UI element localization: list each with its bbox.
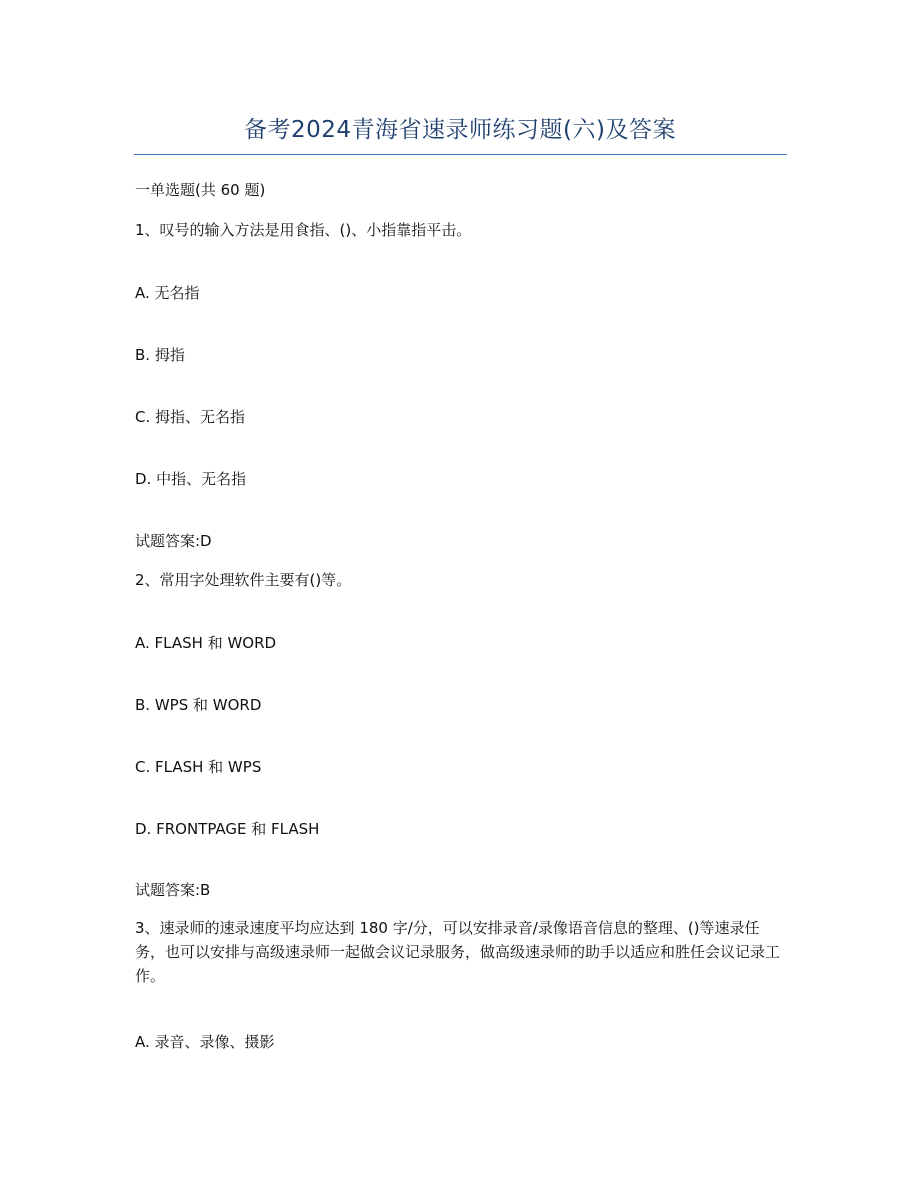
question-3-option-a: A. 录音、录像、摄影	[135, 1033, 275, 1051]
document-title: 备考2024青海省速录师练习题(六)及答案	[244, 117, 676, 143]
question-1-option-c: C. 拇指、无名指	[135, 408, 246, 426]
question-1-option-a: A. 无名指	[135, 284, 200, 302]
title-underline	[134, 154, 787, 155]
section-header: 一单选题(共 60 题)	[135, 181, 266, 199]
question-1-answer: 试题答案:D	[135, 532, 212, 550]
question-2-option-a: A. FLASH 和 WORD	[135, 634, 277, 652]
question-2-option-c: C. FLASH 和 WPS	[135, 758, 262, 776]
question-2-answer: 试题答案:B	[135, 881, 211, 899]
question-1-option-d: D. 中指、无名指	[135, 470, 247, 488]
question-3-stem: 3、速录师的速录速度平均应达到 180 字/分，可以安排录音/录像语音信息的整理、()等速录任务，也可以安排与高级速录师一起做会议记录服务，做高级速录师的助手以适应和胜任会议记录工作。	[135, 919, 781, 985]
question-2-stem: 2、常用字处理软件主要有()等。	[135, 571, 352, 589]
question-1-option-b: B. 拇指	[135, 346, 185, 364]
question-1-stem: 1、叹号的输入方法是用食指、()、小指靠指平击。	[135, 221, 472, 239]
question-2-option-d: D. FRONTPAGE 和 FLASH	[135, 820, 320, 838]
question-2-option-b: B. WPS 和 WORD	[135, 696, 262, 714]
